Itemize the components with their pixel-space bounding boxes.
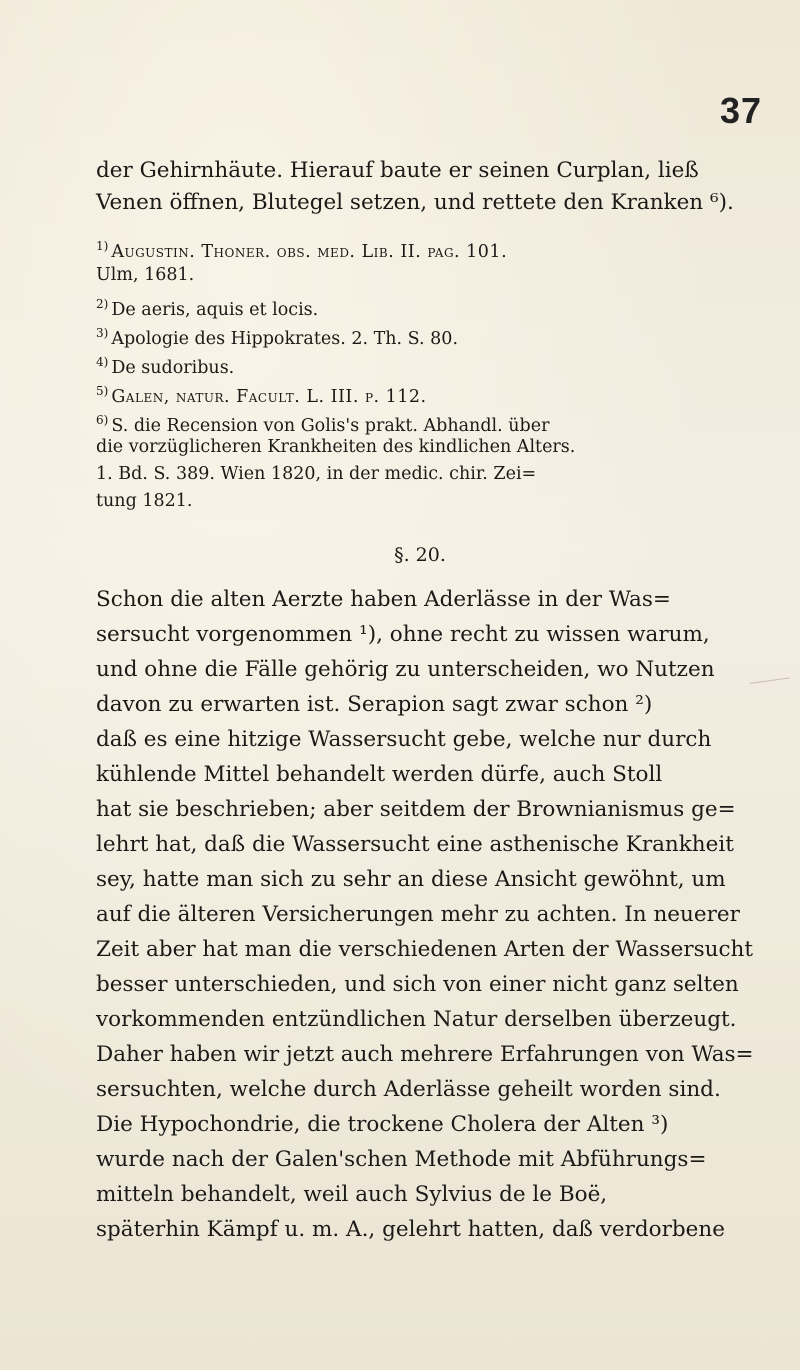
footnote-number: 6) (96, 413, 109, 427)
footnote-number: 2) (96, 297, 109, 311)
text-line: sersuchten, welche durch Aderlässe geheilt worden sind. (96, 1077, 721, 1102)
text-line: kühlende Mittel behandelt werden dürfe, auch Stoll (96, 762, 663, 787)
text-line: und ohne die Fälle gehörig zu unterscheiden, wo Nutzen (96, 657, 715, 682)
footnote-text: tung 1821. (96, 491, 193, 511)
text-line: auf die älteren Versicherungen mehr zu achten. In neuerer (96, 902, 740, 927)
text-line: sersucht vorgenommen ¹), ohne recht zu wissen warum, (96, 622, 710, 647)
text-line: Zeit aber hat man die verschiedenen Arten der Wassersucht (96, 937, 754, 962)
footnote-number: 3) (96, 326, 109, 340)
footnote (96, 489, 192, 513)
footnote-text: 1. Bd. S. 389. Wien 1820, in der medic. chir. Zei= (96, 464, 537, 484)
footnote (96, 408, 549, 438)
text-line: späterhin Kämpf u. m. A., gelehrt hatten, daß verdorbene (96, 1217, 725, 1242)
text-line: daß es eine hitzige Wassersucht gebe, welche nur durch (96, 727, 712, 752)
footnote-number: 4) (96, 355, 109, 369)
footnote-text: die vorzüglicheren Krankheiten des kindlichen Alters. (96, 437, 576, 457)
text-line: hat sie beschrieben; aber seitdem der Brownianismus ge= (96, 797, 736, 822)
footnote-text: De sudoribus. (111, 358, 235, 378)
footnote-text: Apologie des Hippokrates. 2. Th. S. 80. (111, 329, 459, 349)
footnote (96, 350, 234, 380)
text-line: besser unterschieden, und sich von einer nicht ganz selten (96, 972, 739, 997)
footnote-number: 1) (96, 239, 109, 253)
text-line: wurde nach der Galen'schen Methode mit Abführungs= (96, 1147, 707, 1172)
footnote (96, 379, 427, 409)
section-heading: §. 20. (394, 544, 446, 566)
text-line: Schon die alten Aerzte haben Aderlässe in der Was= (96, 587, 671, 612)
footnote-text: S. die Recension von Golis's prakt. Abhandl. über (111, 416, 550, 436)
text-line: vorkommenden entzündlichen Natur derselben überzeugt. (96, 1007, 737, 1032)
text-line: lehrt hat, daß die Wassersucht eine asthenische Krankheit (96, 832, 734, 857)
footnote (96, 292, 318, 322)
footnote-number: 5) (96, 384, 109, 398)
text-line: mitteln behandelt, weil auch Sylvius de le Boë, (96, 1182, 608, 1207)
footnote (96, 321, 458, 351)
footnote-text: Galen, natur. Facult. L. III. p. 112. (111, 387, 427, 407)
text-line: Venen öffnen, Blutegel setzen, und rettete den Kranken ⁶). (96, 190, 734, 215)
text-line: davon zu erwarten ist. Serapion sagt zwar schon ²) (96, 692, 653, 717)
text-line: Daher haben wir jetzt auch mehrere Erfahrungen von Was= (96, 1042, 754, 1067)
footnote-text: De aeris, aquis et locis. (111, 300, 319, 320)
text-line: sey, hatte man sich zu sehr an diese Ansicht gewöhnt, um (96, 867, 726, 892)
text-line: der Gehirnhäute. Hierauf baute er seinen Curplan, ließ (96, 158, 699, 183)
footnote-text: Augustin. Thoner. obs. med. Lib. II. pag. 101. (111, 242, 508, 262)
footnote (96, 462, 536, 486)
footnote (96, 234, 507, 264)
page-number: 37 (719, 90, 762, 131)
margin-pencil-mark (750, 677, 794, 713)
footnote (96, 263, 194, 287)
footnote-text: Ulm, 1681. (96, 265, 195, 285)
text-line: Die Hypochondrie, die trockene Cholera der Alten ³) (96, 1112, 669, 1137)
footnote (96, 435, 575, 459)
